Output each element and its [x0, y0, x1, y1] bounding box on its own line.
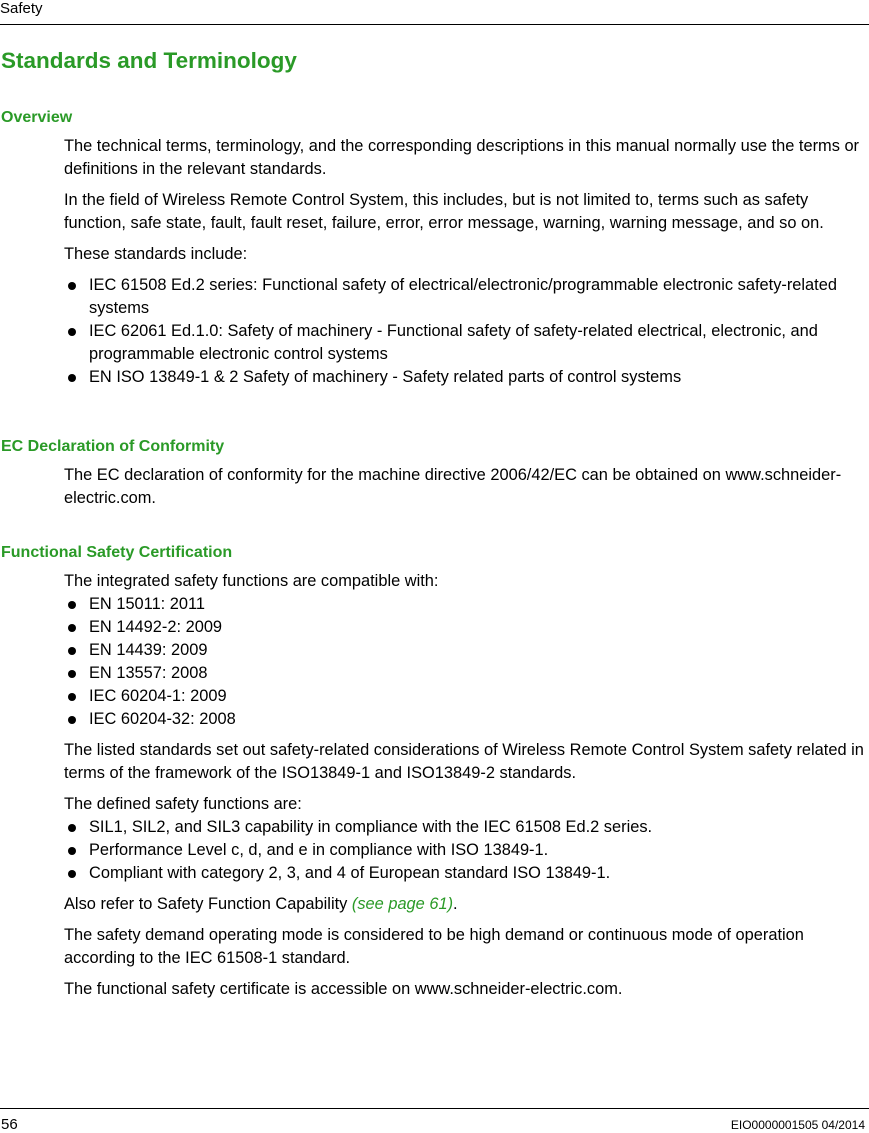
page-number: 56 [1, 1116, 18, 1133]
bullet-icon [68, 601, 76, 609]
list-item: EN 14439: 2009 [64, 639, 865, 662]
list-item: Performance Level c, d, and e in compliance with ISO 13849-1. [64, 839, 865, 862]
header-divider [0, 24, 869, 25]
overview-section [64, 135, 865, 397]
bullet-icon [68, 647, 76, 655]
bullet-icon [68, 624, 76, 632]
overview-paragraph: The technical terms, terminology, and the corresponding descriptions in this manual normally use the terms or definitions in the relevant standards. [64, 137, 860, 178]
bullet-icon [68, 693, 76, 701]
footer-divider [0, 1108, 869, 1109]
list-item: SIL1, SIL2, and SIL3 capability in compliance with the IEC 61508 Ed.2 series. [64, 816, 865, 839]
certification-heading: Functional Safety Certification [1, 544, 233, 561]
certification-paragraph: The functional safety certificate is accessible on www.schneider-electric.com. [64, 980, 623, 998]
document-reference: EIO0000001505 04/2014 [730, 1118, 865, 1132]
certification-paragraph: The defined safety functions are: [64, 795, 302, 813]
ec-declaration-paragraph: The EC declaration of conformity for the machine directive 2006/42/EC can be obtained on www.schneider-electric.com. [64, 466, 842, 507]
bullet-icon [68, 670, 76, 678]
bullet-icon [68, 328, 76, 336]
bullet-icon [68, 824, 76, 832]
bullet-icon [68, 870, 76, 878]
list-item: EN 15011: 2011 [64, 593, 865, 616]
page-reference-link[interactable]: (see page 61) [351, 895, 454, 913]
standards-list [64, 274, 865, 389]
running-header: Safety [0, 0, 43, 17]
certification-intro: The integrated safety functions are compatible with: [64, 572, 439, 590]
bullet-icon [68, 282, 76, 290]
certification-section [64, 570, 865, 1009]
list-item: EN 13557: 2008 [64, 662, 865, 685]
list-item: IEC 62061 Ed.1.0: Safety of machinery - Functional safety of safety-related electrical, electronic, and programmable electronic control systems [64, 320, 865, 366]
list-item: IEC 60204-1: 2009 [64, 685, 865, 708]
list-item: IEC 61508 Ed.2 series: Functional safety of electrical/electronic/programmable electronic safety-related systems [64, 274, 865, 320]
overview-paragraph: In the field of Wireless Remote Control System, this includes, but is not limited to, terms such as safety function, safe state, fault, fault reset, failure, error, error message, warning, warning message, and so on. [64, 191, 824, 232]
ec-declaration-heading: EC Declaration of Conformity [1, 438, 225, 455]
page-title: Standards and Terminology [1, 48, 297, 73]
overview-paragraph: These standards include: [64, 245, 248, 263]
list-item: EN 14492-2: 2009 [64, 616, 865, 639]
certification-paragraph: The safety demand operating mode is considered to be high demand or continuous mode of operation according to the IEC 61508-1 standard. [64, 926, 804, 967]
certification-paragraph: The listed standards set out safety-related considerations of Wireless Remote Control System safety related in terms of the framework of the ISO13849-1 and ISO13849-2 standards. [64, 741, 864, 782]
list-item: EN ISO 13849-1 & 2 Safety of machinery - Safety related parts of control systems [64, 366, 865, 389]
also-refer-paragraph: Also refer to Safety Function Capability (see page 61). [64, 895, 458, 913]
compatible-standards-list [64, 593, 865, 731]
list-item: IEC 60204-32: 2008 [64, 708, 865, 731]
list-item: Compliant with category 2, 3, and 4 of European standard ISO 13849-1. [64, 862, 865, 885]
bullet-icon [68, 716, 76, 724]
overview-heading: Overview [1, 109, 73, 126]
bullet-icon [68, 374, 76, 382]
bullet-icon [68, 847, 76, 855]
ec-declaration-section [64, 464, 865, 518]
safety-functions-list [64, 816, 865, 885]
